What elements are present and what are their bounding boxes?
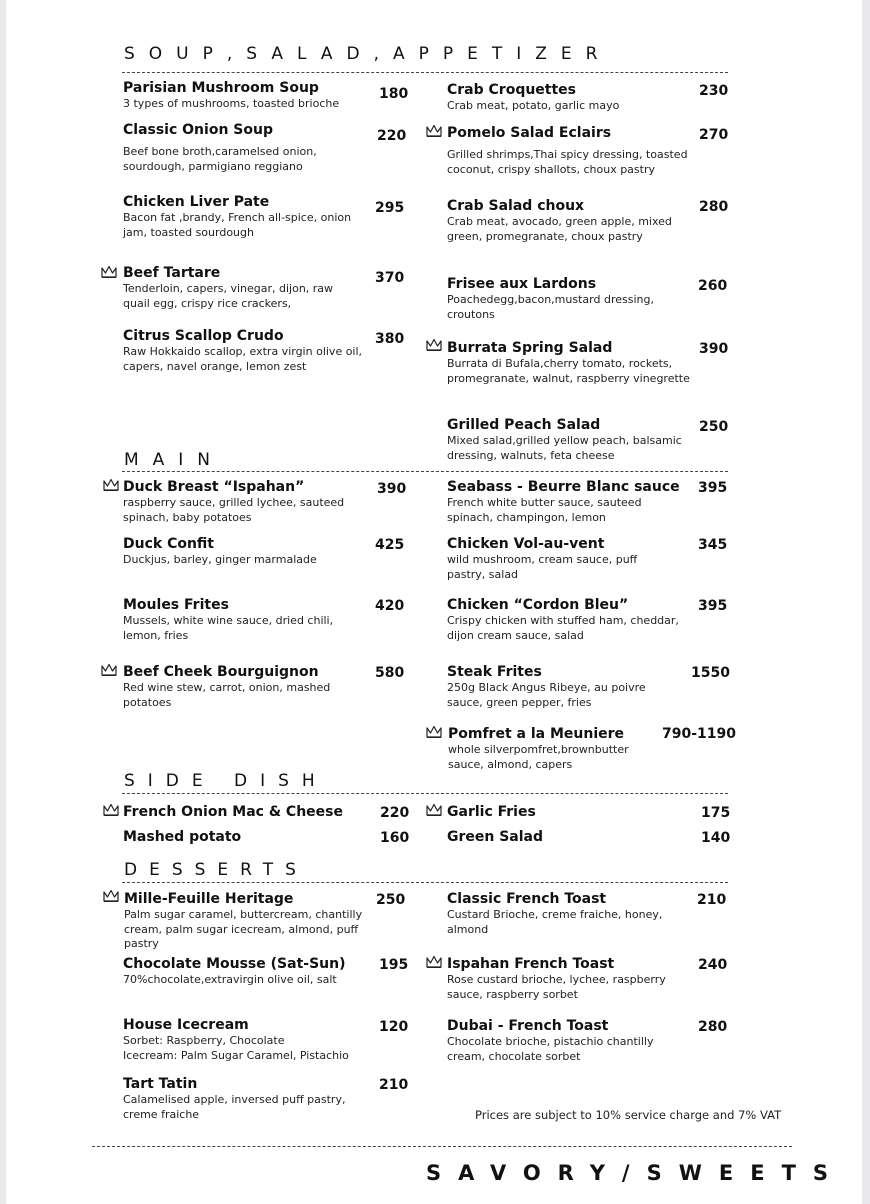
menu-item [447,664,682,710]
menu-item [123,956,373,988]
item-name: Burrata Spring Salad [447,340,613,356]
item-price: 220 [377,128,407,144]
item-name: Classic Onion Soup [123,122,273,138]
item-price: 395 [698,598,728,614]
menu-item [123,829,373,846]
item-description: 3 types of mushrooms, toasted brioche [123,97,340,110]
footer-divider [92,1146,792,1147]
item-price: 790-1190 [662,726,736,742]
menu-item [123,804,373,821]
item-description: Burrata di Bufala,cherry tomato, rockets, promegranate, walnut, raspberry vinegrette [447,357,690,385]
menu-item [447,804,697,821]
item-description: Sorbet: Raspberry, Chocolate [123,1034,285,1047]
menu-item [123,536,373,568]
item-price: 180 [379,86,409,102]
item-name: Chicken “Cordon Bleu” [447,597,629,613]
item-price: 230 [699,83,729,99]
crown-icon [426,338,442,352]
item-description: Mussels, white wine sauce, dried chili, lemon, fries [123,614,334,642]
menu-item [123,1017,373,1063]
item-name: Mille-Feuille Heritage [124,891,294,907]
item-price: 280 [699,199,729,215]
divider [122,793,728,794]
item-description: Bacon fat ,brandy, French all-spice, onion jam, toasted sourdough [123,211,352,239]
menu-item [447,198,682,244]
menu-item [123,265,363,311]
item-name: French Onion Mac & Cheese [123,804,343,820]
menu-item [447,891,692,937]
item-name: Chicken Vol-au-vent [447,536,605,552]
item-description: Mixed salad,grilled yellow peach, balsamic dressing, walnuts, feta cheese [447,434,682,462]
menu-item [448,726,663,772]
menu-item [447,417,697,463]
item-price: 220 [380,805,410,821]
menu-page [6,0,862,1204]
section-title-side: SIDE DISH [124,771,328,791]
item-name: Crab Salad choux [447,198,585,214]
item-description: Poachedegg,bacon,mustard dressing, croutons [447,293,654,321]
menu-item [123,1076,373,1122]
item-price: 425 [375,537,405,553]
menu-item [447,82,697,114]
item-price: 210 [697,892,727,908]
item-description: 250g Black Angus Ribeye, au poivre sauce, green pepper, fries [447,681,646,709]
item-description: Rose custard brioche, lychee, raspberry sauce, raspberry sorbet [447,973,666,1001]
item-description: Crispy chicken with stuffed ham, cheddar, dijon cream sauce, salad [447,614,679,642]
divider [122,471,728,472]
item-description: Beef bone broth,caramelsed onion, sourdough, parmigiano reggiano [123,145,317,173]
menu-item [447,536,677,582]
item-price: 195 [379,957,409,973]
item-description: Tenderloin, capers, vinegar, dijon, raw quail egg, crispy rice crackers, [123,282,334,310]
item-name: Ispahan French Toast [447,956,615,972]
crown-icon [101,663,117,677]
item-name: Steak Frites [447,664,542,680]
item-description: 70%chocolate,extravirgin olive oil, salt [123,973,337,986]
item-name: Crab Croquettes [447,82,577,98]
item-name: Mashed potato [123,829,242,845]
item-description: wild mushroom, cream sauce, puff pastry, salad [447,553,638,581]
item-price: 370 [375,270,405,286]
crown-icon [426,725,442,739]
item-price: 395 [698,480,728,496]
item-description: Duckjus, barley, ginger marmalade [123,553,317,566]
item-name: Seabass - Beurre Blanc sauce [447,479,680,495]
item-name: Beef Tartare [123,265,221,281]
crown-icon [101,265,117,279]
crown-icon [103,478,119,492]
menu-item [447,340,697,386]
item-name: Tart Tatin [123,1076,198,1092]
item-description: Calamelised apple, inversed puff pastry, creme fraiche [123,1093,346,1121]
divider [122,882,728,883]
item-price: 1550 [691,665,730,681]
item-price: 295 [375,200,405,216]
item-description: Grilled shrimps,Thai spicy dressing, toasted coconut, crispy shallots, choux pastry [447,148,688,176]
item-price: 270 [699,127,729,143]
item-price: 120 [379,1019,409,1035]
item-name: Chicken Liver Pate [123,194,270,210]
item-price: 390 [377,481,407,497]
item-description: Palm sugar caramel, buttercream, chantilly cream, palm sugar icecream, almond, puff pastry [124,908,363,950]
item-price: 390 [699,341,729,357]
item-description: Chocolate brioche, pistachio chantilly cream, chocolate sorbet [447,1035,654,1063]
menu-item [447,829,697,846]
item-description: Custard Brioche, creme fraiche, honey, almond [447,908,663,936]
item-name: Green Salad [447,829,544,845]
section-title-soup: SOUP,SALAD,APPETIZER [124,44,612,64]
item-price: 160 [380,830,410,846]
crown-icon [426,803,442,817]
menu-item [447,276,692,322]
item-name: Moules Frites [123,597,229,613]
menu-item [123,328,368,374]
section-title-main: MAIN [124,450,225,470]
item-price: 250 [699,419,729,435]
menu-item [123,194,363,240]
item-description: Crab meat, avocado, green apple, mixed green, promegranate, choux pastry [447,215,672,243]
menu-item [123,479,373,525]
item-name: Duck Confit [123,536,214,552]
item-price: 380 [375,331,405,347]
item-name: Dubai - French Toast [447,1018,609,1034]
item-description: Red wine stew, carrot, onion, mashed potatoes [123,681,331,709]
item-price: 140 [701,830,731,846]
item-price: 345 [698,537,728,553]
footer-title: SAVORY/SWEETS [426,1161,846,1185]
menu-item [447,479,687,525]
crown-icon [103,889,119,903]
item-description: Raw Hokkaido scallop, extra virgin olive oil, capers, navel orange, lemon zest [123,345,363,373]
menu-item [123,664,363,710]
menu-item [447,597,692,643]
item-price: 580 [375,665,405,681]
item-price: 240 [698,957,728,973]
item-price: 210 [379,1077,409,1093]
menu-item [447,956,692,1002]
item-price: 175 [701,805,731,821]
service-charge-note: Prices are subject to 10% service charge and 7% VAT [475,1108,782,1122]
item-name: Pomfret a la Meuniere [448,726,625,742]
item-description: Crab meat, potato, garlic mayo [447,99,620,112]
item-name: Duck Breast “Ispahan” [123,479,305,495]
item-price: 280 [698,1019,728,1035]
menu-item [124,891,369,952]
item-description: Icecream: Palm Sugar Caramel, Pistachio [123,1048,349,1062]
item-name: House Icecream [123,1017,249,1033]
menu-item [123,597,363,643]
crown-icon [103,803,119,817]
item-name: Pomelo Salad Eclairs [447,125,612,141]
item-name: Grilled Peach Salad [447,417,601,433]
item-name: Beef Cheek Bourguignon [123,664,319,680]
item-price: 250 [376,892,406,908]
crown-icon [426,124,442,138]
menu-item [447,1018,692,1064]
item-name: Parisian Mushroom Soup [123,80,319,96]
item-description: French white butter sauce, sauteed spinach, champingon, lemon [447,496,642,524]
item-name: Frisee aux Lardons [447,276,597,292]
divider [122,72,728,73]
item-description: whole silverpomfret,brownbutter sauce, almond, capers [448,743,629,771]
section-title-desserts: DESSERTS [124,860,308,880]
item-name: Citrus Scallop Crudo [123,328,284,344]
menu-item [123,80,373,112]
item-name: Chocolate Mousse (Sat-Sun) [123,956,346,972]
item-price: 420 [375,598,405,614]
menu-item [123,122,363,174]
item-price: 260 [698,278,728,294]
item-name: Classic French Toast [447,891,607,907]
item-name: Garlic Fries [447,804,536,820]
item-description: raspberry sauce, grilled lychee, sauteed spinach, baby potatoes [123,496,345,524]
menu-item [447,125,697,177]
crown-icon [426,955,442,969]
